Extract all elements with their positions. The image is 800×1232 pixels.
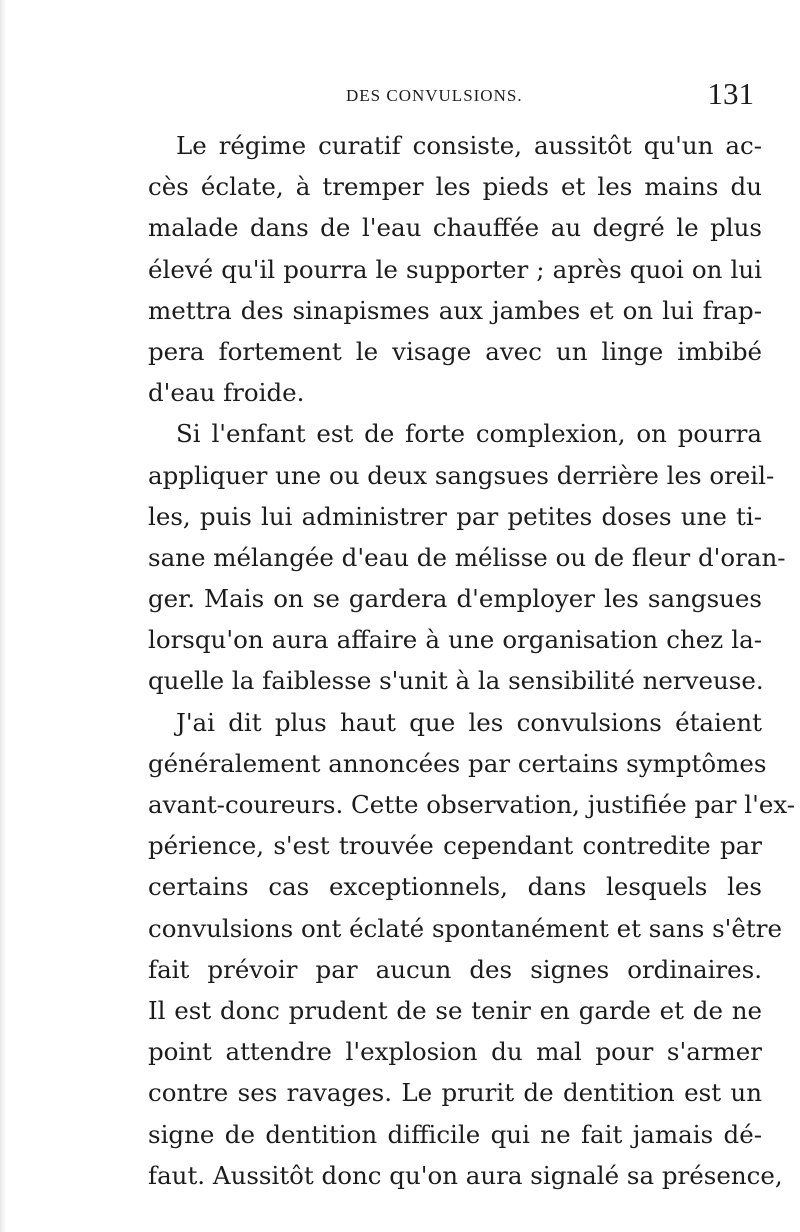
text-line: ger. Mais on se gardera d'employer les sangsues — [148, 584, 762, 614]
text-line: point attendre l'explosion du mal pour s'armer — [148, 1037, 762, 1067]
text-line: les, puis lui administrer par petites doses une ti- — [148, 501, 762, 531]
text-line: avant-coureurs. Cette observation, justifiée par l'ex- — [148, 790, 796, 819]
text-line: lorsqu'on aura affaire à une organisation chez la- — [148, 625, 762, 655]
text-line: convulsions ont éclaté spontanément et sans s'être — [148, 913, 782, 943]
running-head — [150, 76, 762, 116]
text-line: Le régime curatif consiste, aussitôt qu'un ac- — [176, 131, 762, 160]
text-line: généralement annoncées par certains symptômes — [148, 748, 767, 778]
text-line: pera fortement le visage avec un linge imbibé — [148, 336, 762, 366]
text-line: J'ai dit plus haut que les convulsions étaient — [176, 707, 762, 737]
text-line: malade dans de l'eau chauffée au degré le plus — [148, 213, 762, 243]
body-text — [148, 125, 796, 1196]
text-line: Il est donc prudent de se tenir en garde et de ne — [148, 995, 762, 1025]
text-line: faut. Aussitôt donc qu'on aura signalé sa présence, — [148, 1160, 783, 1190]
paragraph-2 — [148, 413, 786, 701]
text-line: d'eau froide. — [148, 378, 305, 408]
text-line: périence, s'est trouvée cependant contredite par — [148, 831, 762, 861]
running-title: DES CONVULSIONS. — [346, 86, 523, 105]
text-line: signe de dentition difficile qui ne fait jamais dé- — [148, 1119, 762, 1149]
text-line: fait prévoir par aucun des signes ordinaires. — [148, 954, 762, 984]
text-line: contre ses ravages. Le prurit de dentition est un — [148, 1078, 762, 1108]
text-line: sane mélangée d'eau de mélisse ou de fleur d'oran- — [148, 542, 786, 572]
text-line: mettra des sinapismes aux jambes et on lui frap- — [148, 295, 762, 325]
text-line: quelle la faiblesse s'unit à la sensibilité nerveuse. — [148, 666, 764, 696]
text-line: Si l'enfant est de forte complexion, on pourra — [176, 419, 762, 449]
paragraph-1 — [148, 125, 762, 413]
page-number: 131 — [707, 76, 754, 111]
scan-edge-shadow — [0, 0, 6, 1232]
text-line: élevé qu'il pourra le supporter ; après quoi on lui — [148, 254, 762, 284]
text-line: certains cas exceptionnels, dans lesquels les — [148, 872, 762, 902]
paragraph-3 — [148, 702, 796, 1196]
text-line: cès éclate, à tremper les pieds et les mains du — [148, 172, 762, 202]
text-line: appliquer une ou deux sangsues derrière les oreil- — [148, 460, 775, 490]
